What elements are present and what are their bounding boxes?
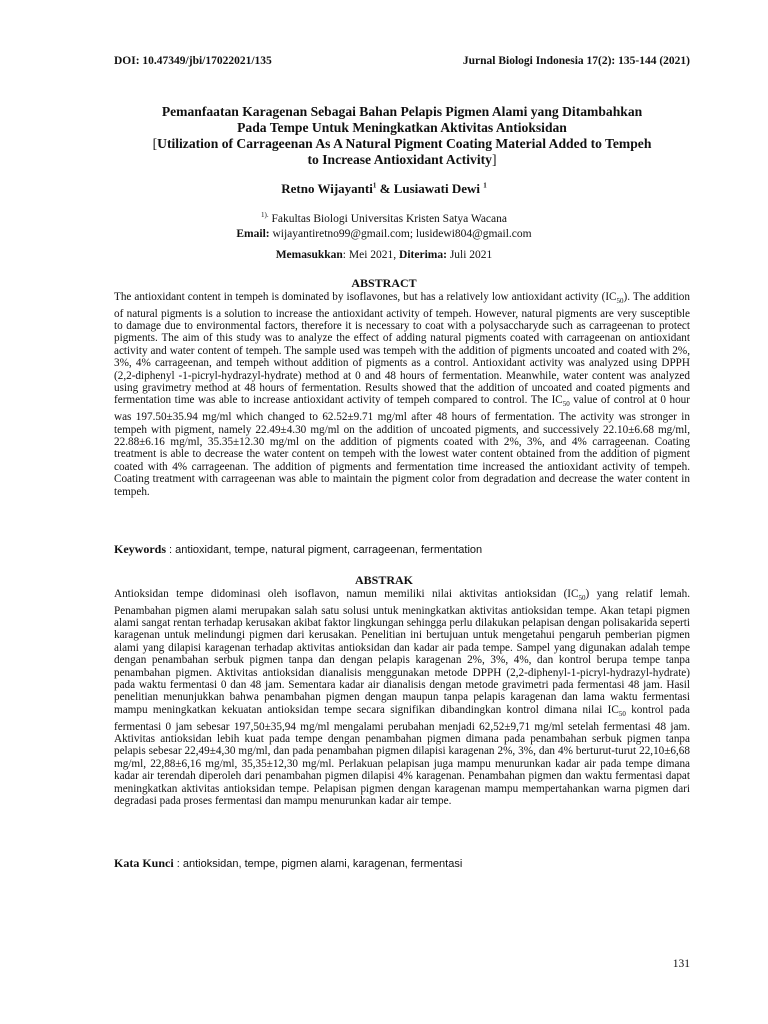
abstract-id-text-2: ) yang relatif lemah. Penambahan pigmen alami merupakan salah satu solusi untuk meningkatkan aktivitas antioksidan tempe. Akan tetapi pigmen alami sangat rentan terhadap kerusakan akibat faktor lingkungan sehingga perlu dilakukan pelapisan dengan polisakarida seperti karagenan untuk melindungi pigmen dari kerusakan. Penelitian ini bertujuan untuk mengetahui pengaruh pemberian pigmen alami yang dilapisi karagenan terhadap aktivitas antioksidan dan kadar air pada tempe. Sampel yang digunakan adalah tempe dengan penambahan serbuk pigmen tanpa dan dengan pelapis karagenan 2%, 3%, 4%, dan kontrol berupa tempe tanpa penambahan pigmen. Aktivitas antioksidan dianalisis menggunakan metode DPPH (2,2-diphenyl-1-picryl-hydrazyl-hydrate) pada waktu fermentasi 0 dan 48 jam. Sementara kadar air dianalisis dengan metode gravimetri pada fermentasi 48 jam. Hasil penelitian menunjukkan bahwa penambahan pigmen dengan maupun tanpa pelapis karagenan dan lama waktu fermentasi mampu meningkatkan kekuatan antioksidan tempe secara signifikan dibandingkan kontrol dimana nilai IC — [114, 588, 690, 716]
keywords-en — [114, 542, 690, 557]
received-label: Memasukkan — [275, 249, 343, 261]
institution: Fakultas Biologi Universitas Kristen Satya Wacana — [268, 212, 507, 225]
author-1: Retno Wijayanti — [281, 181, 373, 196]
title-en-line1-text: Utilization of Carrageenan As A Natural Pigment Coating Material Added to Tempeh — [157, 136, 652, 151]
kata-kunci-text: : antioksidan, tempe, pigmen alami, karagenan, fermentasi — [173, 858, 463, 870]
kata-kunci-label: Kata Kunci — [114, 856, 174, 870]
abstract-id-sub-1: 50 — [578, 594, 586, 603]
abstract-heading: ABSTRACT — [351, 276, 417, 290]
abstract-en-text-3: value of control at 0 hour was 197.50±35.94 mg/ml which changed to 62.52±9.71 mg/ml after 48 hours of fermentation. The activity was stronger in tempeh with pigment, namely 22.49±4.30 mg/ml on the addition of uncoated pigments, and successively 22.10±6.68 mg/ml, 22.88±6.16 mg/ml, 35.35±12.30 mg/ml on the addition of pigments coated with 2%, 3%, and 4% carrageenan. Coating treatment is able to decrease the water content on tempeh with the lowest water content obtained from the addition of pigment coated with 4% carrageenan. The addition of pigments and fermentation time increased the antioxidant activity of tempeh. Coating treatment with carrageenan was able to maintain the pigment color from degradation and decrease the water content in tempeh. — [114, 394, 690, 498]
title-en-line2-text: to Increase Antioxidant Activity — [307, 152, 492, 167]
affiliation-block — [0, 208, 768, 242]
author-list — [0, 181, 768, 197]
running-header — [114, 55, 690, 67]
keywords-label: Keywords — [114, 542, 166, 556]
journal-citation: Jurnal Biologi Indonesia 17(2): 135-144 (2021) — [462, 55, 690, 67]
abstract-en-text-1: The antioxidant content in tempeh is dominated by isoflavones, but has a relatively low antioxidant activity (IC — [114, 291, 617, 303]
abstract-id-text-1: Antioksidan tempe didominasi oleh isoflavon, namun memiliki nilai aktivitas antioksidan (IC — [114, 588, 579, 600]
abstract-id-text-3: kontrol pada fermentasi 0 jam sebesar 197,50±35,94 mg/ml mengalami perubahan menjadi 62,52±9,71 mg/ml setelah fermentasi 48 jam. Aktivitas antioksidan lebih kuat pada tempe dengan penambahan pigmen dimana pada penambahan serbuk pigmen tanpa pelapis sebesar 22,49±4,30 mg/ml, dan pada penambahan pigmen dilapisi karagenan 2%, 3%, dan 4% berturut-turut 22,10±6,68 mg/ml, 22,88±6,16 mg/ml, 35,35±12,30 mg/ml. Perlakuan pelapisan juga mampu menurunkan kadar air pada tempe dimana kadar air terendah diperoleh dari penambahan pigmen dilapisi 4% karagenan. Penambahan pigmen dan waktu fermentasi dapat meningkatkan aktivitas antioksidan tempe. Pelapisan pigmen dengan karagenan mampu mempertahankan warna pigmen dari degradasi pada proses fermentasi dan mampu menurunkan kadar air tempe. — [114, 703, 690, 807]
title-en-line1: [Utilization of Carrageenan As A Natural Pigment Coating Material Added to Tempeh — [152, 136, 652, 151]
author-2: Lusiawati Dewi — [393, 181, 484, 196]
article-title — [100, 104, 704, 168]
abstract-en-text-2: ). The addition of natural pigments is a solution to increase the antioxidant activity of tempeh. However, natural pigments are very susceptible to damage due to environmental factors, therefore it is necessary to coat with a polysaccharyde such as carrageenan to protect pigments. The aim of this study was to analyze the effect of adding natural pigments coated with carrageenan on antioxidant activity and water content of tempeh. The sample used was tempeh with the addition of pigments uncoated and coated with 2%, 3%, 4% carrageenan, and tempeh without addition of pigments as a control. Antioxidant activity was analyzed using DPPH (2,2-diphenyl -1-picryl-hydrazyl-hydrate) method at 0 and 48 hours of fermentation. Meanwhile, water content was analyzed using gravimetry method at 48 hours of fermentation. Results showed that the addition of uncoated and coated pigments and fermentation time was able to increase antioxidant activity of tempeh compared to control. The IC — [114, 291, 690, 407]
abstract-id-body — [114, 588, 690, 807]
page-number: 131 — [672, 958, 690, 970]
title-en-line2: to Increase Antioxidant Activity] — [307, 152, 497, 167]
submission-dates — [0, 249, 768, 261]
abstract-en-body — [114, 291, 690, 498]
abstract-id-sub-2: 50 — [618, 710, 626, 719]
title-id-line2: Pada Tempe Untuk Meningkatkan Aktivitas Antioksidan — [237, 120, 567, 135]
email-line — [0, 227, 768, 242]
accepted-value: Juli 2021 — [446, 249, 493, 261]
author-2-affil: 1 — [483, 181, 487, 190]
abstract-en-sub-1: 50 — [616, 297, 624, 306]
author-separator: & — [376, 181, 394, 196]
doi: DOI: 10.47349/jbi/17022021/135 — [114, 55, 272, 67]
keywords-text: : antioxidant, tempe, natural pigment, carrageenan, fermentation — [166, 544, 483, 556]
email-label: Email: — [236, 227, 270, 240]
abstrak-heading: ABSTRAK — [354, 573, 413, 587]
affiliation — [0, 208, 768, 227]
abstract-en-sub-2: 50 — [562, 400, 570, 409]
title-id-line1: Pemanfaatan Karagenan Sebagai Bahan Pelapis Pigmen Alami yang Ditambahkan — [161, 104, 643, 119]
accepted-label: Diterima: — [399, 249, 447, 261]
emails: wijayantiretno99@gmail.com; lusidewi804@gmail.com — [269, 227, 532, 240]
affil-marker: 1). — [261, 211, 269, 219]
keywords-id — [114, 856, 690, 871]
author-1-affil: 1 — [372, 181, 377, 190]
received-value: : Mei 2021, — [342, 249, 400, 261]
